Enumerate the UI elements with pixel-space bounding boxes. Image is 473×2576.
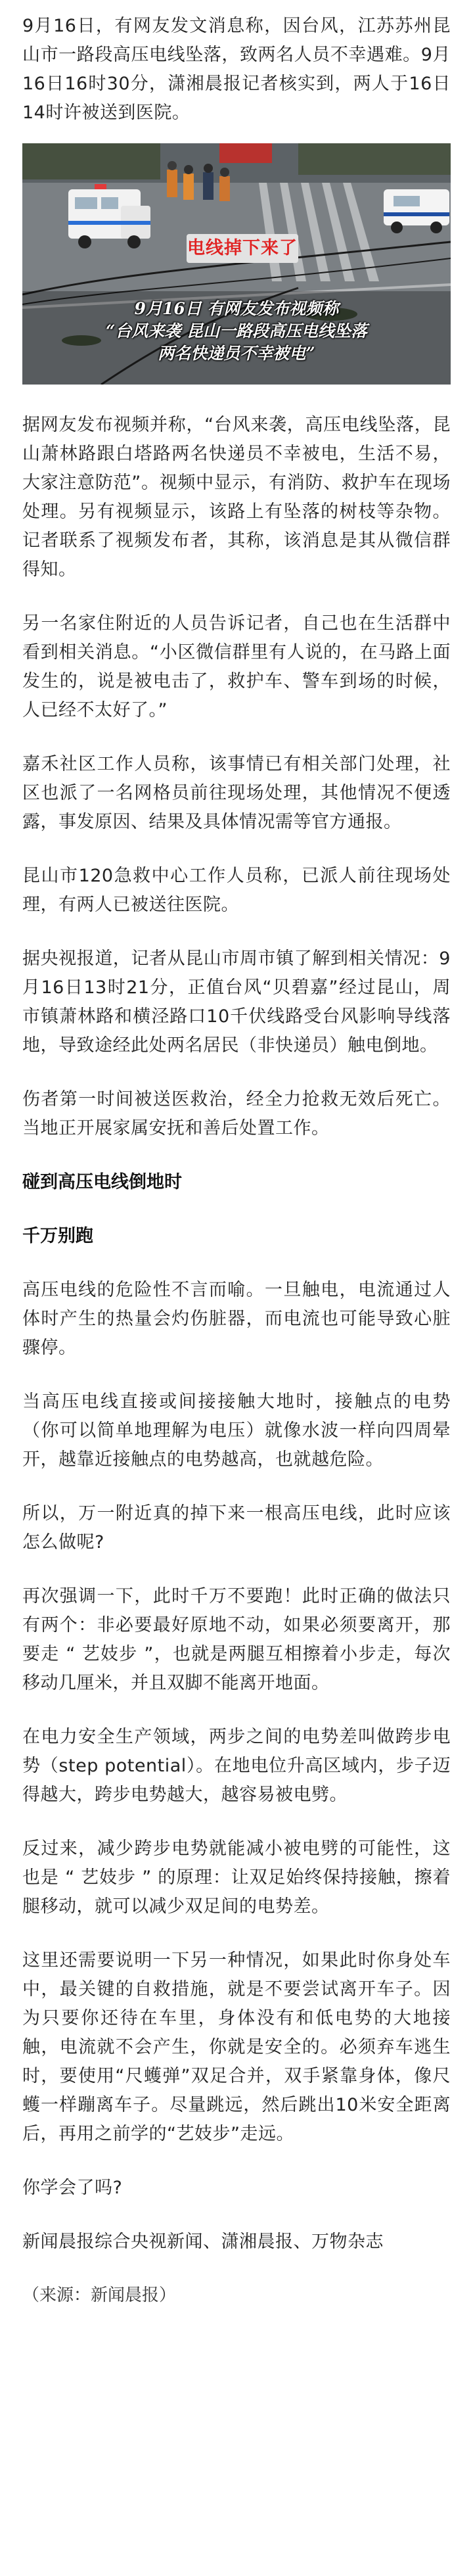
image-caption-line-1: 9月16日 有网友发布视频称: [134, 299, 339, 318]
body-paragraph: 伤者第一时间被送医救治，经全力抢救无效后死亡。当地正开展家属安抚和善后处置工作。: [22, 1089, 451, 1138]
body-paragraph: 据央视报道，记者从昆山市周市镇了解到相关情况：9月16日13时21分，正值台风“贝碧嘉”经过昆山，周市镇萧林路和横泾路口10千伏线路受台风影响导线落地，导致途经此处两名居民（非快递员）触电倒地。: [22, 948, 451, 1056]
image-caption-line-2: “台风来袭 昆山一路段高压电线坠落: [105, 321, 368, 340]
video-still-image[interactable]: [22, 143, 451, 385]
body-paragraph: 高压电线的危险性不言而喻。一旦触电，电流通过人体时产生的热量会灼伤脏器，而电流也可能导致心脏骤停。: [22, 1280, 451, 1358]
body-paragraph: 昆山市120急救中心工作人员称，已派人前往现场处理，有两人已被送往医院。: [22, 866, 451, 915]
section-heading: 碰到高压电线倒地时: [22, 1172, 182, 1192]
body-paragraph: 另一名家住附近的人员告诉记者，自己也在生活群中看到相关消息。“小区微信群里有人说的，在马路上面发生的，说是被电击了，救护车、警车到场的时候，人已经不太好了。”: [22, 613, 451, 720]
source-line: （来源：新闻晨报）: [22, 2285, 177, 2305]
body-paragraph: 所以，万一附近真的掉下来一根高压电线，此时应该怎么做呢?: [22, 1503, 451, 1553]
body-paragraph: 再次强调一下，此时千万不要跑！此时正确的做法只有两个：非必要最好原地不动，如果必须要离开，那要走 “ 艺妓步 ”，也就是两腿互相擦着小步走，每次移动几厘米，并且双脚不能离开地面。: [22, 1586, 451, 1693]
image-caption-line-3: 两名快递员不幸被电”: [158, 344, 315, 363]
intro-paragraph: 9月16日，有网友发文消息称，因台风，江苏苏州昆山市一路段高压电线坠落，致两名人员不幸遇难。9月16日16时30分，潇湘晨报记者核实到，两人于16日14时许被送到医院。: [22, 16, 451, 123]
body-paragraph: 当高压电线直接或间接接触大地时，接触点的电势（你可以简单地理解为电压）就像水波一样向四周晕开，越靠近接触点的电势越高，也就越危险。: [22, 1392, 451, 1470]
body-paragraph: 据网友发布视频并称，“台风来袭，高压电线坠落，昆山萧林路跟白塔路两名快递员不幸被电，生活不易，大家注意防范”。视频中显示，有消防、救护车在现场处理。另有视频显示，该路上有坠落的树枝等杂物。记者联系了视频发布者，其称，该消息是其从微信群得知。: [22, 415, 451, 580]
credits-line: 新闻晨报综合央视新闻、潇湘晨报、万物杂志: [22, 2232, 384, 2252]
section-subheading: 千万别跑: [22, 1226, 93, 1246]
closing-question: 你学会了吗?: [22, 2178, 123, 2198]
body-paragraph: 在电力安全生产领域，两步之间的电势差叫做跨步电势（step potential）。在地电位升高区域内，步子迈得越大，跨步电势越大，越容易被电劈。: [22, 1727, 451, 1805]
body-paragraph: 这里还需要说明一下另一种情况，如果此时你身处车中，最关键的自救措施，就是不要尝试离开车子。因为只要你还待在车里，身体没有和低电势的大地接触，电流就不会产生，你就是安全的。必须弃车逃生时，要使用“尺蠖弹”双足合并，双手紧靠身体，像尺蠖一样蹦离车子。尽量跳远，然后跳出10米安全距离后，再用之前学的“艺妓步”走远。: [22, 1950, 451, 2144]
video-overlay-label: 电线掉下来了: [187, 234, 298, 263]
body-paragraph: 反过来，减少跨步电势就能减小被电劈的可能性，这也是 “ 艺妓步 ” 的原理：让双足始终保持接触，擦着腿移动，就可以减少双足间的电势差。: [22, 1838, 451, 1917]
body-paragraph: 嘉禾社区工作人员称，该事情已有相关部门处理，社区也派了一名网格员前往现场处理，其他情况不便透露，事发原因、结果及具体情况需等官方通报。: [22, 754, 451, 832]
